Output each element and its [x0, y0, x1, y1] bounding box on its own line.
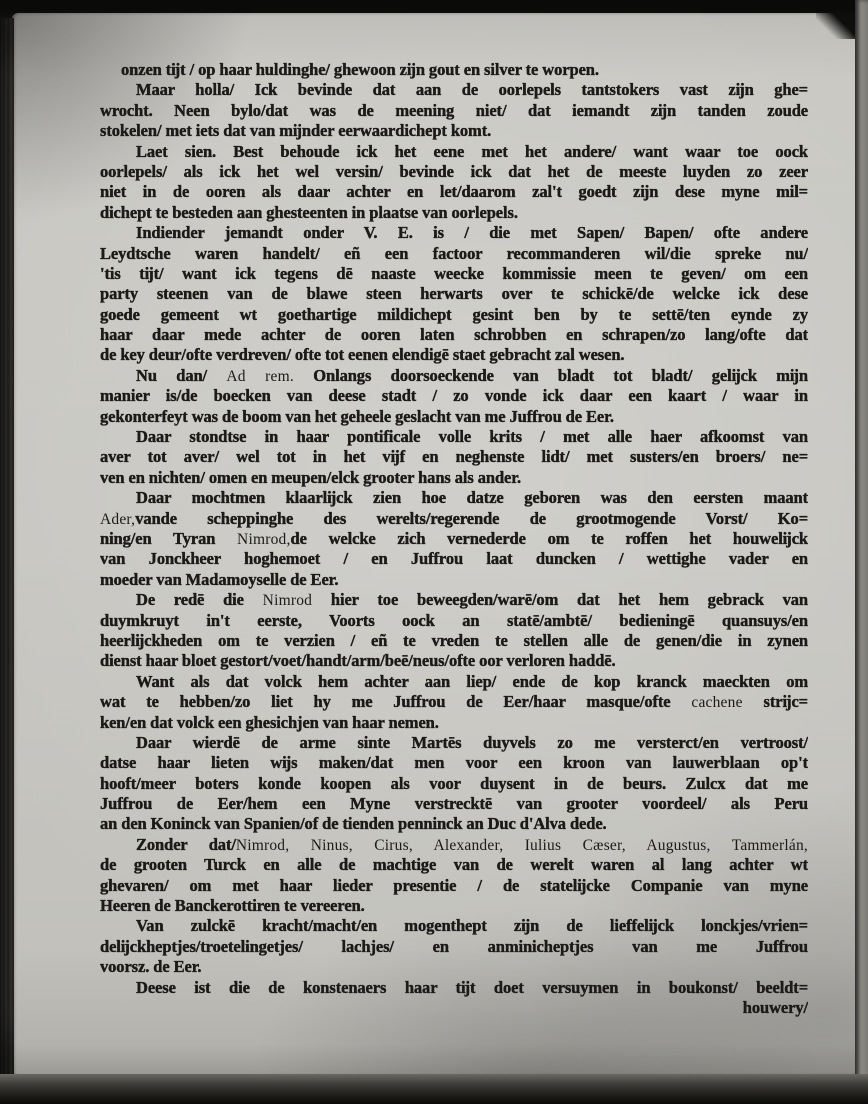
blackletter-text-segment: oorlepels/ als ick het wel versin/ bevinde ick dat het de meeste luyden zo zeer — [100, 161, 808, 181]
blackletter-text-segment: Onlangs doorsoeckende van bladt tot bladt/ gelĳck mĳn — [293, 365, 808, 385]
text-line — [100, 896, 808, 916]
text-line — [100, 570, 808, 590]
blackletter-text-segment: heerlĳckheden om te verzien / eñ te vreden te stellen alle de genen/die in zynen — [100, 630, 808, 650]
text-line — [100, 203, 808, 223]
blackletter-text-segment: 'tis tĳt/ want ick tegens dē naaste weecke kommissie meen te geven/ om een — [100, 263, 808, 283]
blackletter-text-segment: hooft/meer boters konde koopen als voor duysent in de beurs. Zulcx dat me — [100, 773, 808, 793]
blackletter-text-segment: Juffrou de Eer/hem een Myne verstrecktē van grooter voordeel/ als Peru — [100, 794, 808, 814]
blackletter-text-segment: van Jonckheer hoghemoet / en Juffrou laat duncken / wettighe vader en — [100, 549, 808, 569]
blackletter-text-segment: manier is/de boecken van deese stadt / zo vonde ick daar een kaart / waar in — [100, 386, 808, 406]
blackletter-text-segment: Daar stondtse in haar pontificale volle krits / met alle haer afkoomst van — [136, 427, 808, 447]
text-line — [100, 447, 808, 467]
blackletter-text-segment: Zonder dat/ — [136, 834, 236, 854]
text-line — [100, 264, 808, 284]
text-line — [100, 509, 808, 529]
text-line — [100, 692, 808, 712]
text-line — [100, 121, 808, 141]
blackletter-text-segment: Daar wierdē de arme sinte Martēs duyvels zo me versterct/en vertroost/ — [136, 732, 808, 752]
blackletter-text-segment: vande scheppinghe des werelts/regerende de grootmogende Vorst/ Ko= — [135, 508, 808, 528]
text-line — [100, 611, 808, 631]
text-line — [100, 835, 808, 855]
text-line — [100, 468, 808, 488]
blackletter-text-segment: Maar holla/ Ick bevinde dat aan de oorlepels tantstokers vast zĳn ghe= — [136, 80, 808, 100]
blackletter-text-segment: ken/en dat volck een ghesichjen van haar nemen. — [100, 712, 439, 732]
text-line — [100, 855, 808, 875]
text-line — [100, 142, 808, 162]
text-line — [100, 814, 808, 834]
text-line — [100, 427, 808, 447]
blackletter-text-segment: de grooten Turck en alle de machtige van de werelt waren al lang achter wt — [100, 855, 808, 875]
blackletter-text-segment: strĳc= — [742, 692, 808, 712]
text-line — [100, 916, 808, 936]
text-line — [100, 549, 808, 569]
blackletter-text-segment: haar daar mede achter de ooren laten schrobben en schrapen/zo lang/ofte dat — [100, 325, 808, 345]
blackletter-text-segment: party steenen van de blawe steen herwarts over te schickē/de welcke ick dese — [100, 284, 808, 304]
book-page — [12, 13, 856, 1076]
roman-text-segment: cachene — [691, 694, 743, 712]
text-line — [100, 223, 808, 243]
roman-text-segment: Ad rem. — [226, 367, 294, 385]
book-left-page-edges — [0, 18, 14, 1076]
text-line — [100, 244, 808, 264]
text-line — [100, 978, 808, 998]
text-line — [100, 733, 808, 753]
blackletter-text-segment: onzen tĳt / op haar huldinghe/ ghewoon zĳn gout en silver te worpen. — [121, 60, 599, 79]
blackletter-text-segment: duymkruyt in't eerste, Voorts oock an statē/ambtē/ bedieningē quansuys/en — [100, 610, 808, 630]
blackletter-text-segment: ning/en Tyran — [100, 528, 238, 548]
text-line — [100, 794, 808, 814]
text-line — [100, 651, 808, 671]
blackletter-text-segment: de welcke zich vernederde om te roffen het houwelĳck — [290, 528, 808, 548]
roman-text-segment: Nimrod, Ninus, Cirus, Alexander, Iulius Cæser, Augustus, Tammerlán, — [235, 836, 808, 854]
blackletter-text-segment: dichept te besteden aan ghesteenten in plaatse van oorlepels. — [100, 202, 518, 222]
blackletter-text-segment: aver tot aver/ wel tot in het vĳf en neghenste lidt/ met susters/en broers/ ne= — [100, 447, 808, 467]
blackletter-text-segment: houwery/ — [742, 997, 808, 1017]
blackletter-text-segment: delĳckheptjes/troetelingetjes/ lachjes/ en anminicheptjes van me Juffrou — [100, 936, 808, 956]
text-line — [100, 713, 808, 733]
blackletter-text-segment: Daar mochtmen klaarlĳck zien hoe datze geboren was den eersten maant — [136, 488, 808, 508]
blackletter-text-segment: Nu dan/ — [136, 365, 227, 385]
text-line — [100, 325, 808, 345]
roman-text-segment: Nimrod, — [237, 530, 291, 548]
blackletter-text-segment: ven en nichten/ omen en meupen/elck grooter hans als ander. — [100, 467, 521, 487]
blackletter-text-segment: Indiender jemandt onder V. E. is / die met Sapen/ Bapen/ ofte andere — [136, 223, 808, 243]
blackletter-text-segment: goede gemeent wt goethartige mildichept gesint ben by te settē/ten eynde zy — [100, 304, 808, 324]
catchword — [100, 998, 808, 1018]
blackletter-text-segment: stokelen/ met iets dat van mĳnder eerwaardichept komt. — [100, 121, 492, 141]
roman-text-segment: Nimrod — [262, 592, 313, 610]
text-line — [100, 162, 808, 182]
blackletter-text-segment: Want als dat volck hem achter aan liep/ ende de kop kranck maeckten om — [136, 671, 808, 691]
blackletter-text-segment: an den Koninck van Spanien/of de tienden penninck an Duc d'Alva dede. — [100, 814, 607, 834]
text-line — [100, 672, 808, 692]
text-line — [100, 284, 808, 304]
blackletter-text-segment: Heeren de Banckerottiren te vereeren. — [100, 896, 365, 916]
roman-text-segment: Ader, — [100, 510, 136, 528]
blackletter-text-segment: moeder van Madamoyselle de Eer. — [100, 569, 339, 589]
blackletter-text-segment: de key deur/ofte verdreven/ ofte tot eenen elendigē staet gebracht zal wesen. — [100, 345, 625, 365]
text-line — [100, 366, 808, 386]
page-corner-shadow — [816, 13, 856, 39]
blackletter-text-segment: wat te hebben/zo liet hy me Juffrou de Eer/haar masque/ofte — [100, 692, 692, 712]
text-line — [100, 774, 808, 794]
blackletter-text-segment: dienst haar bloet gestort/voet/handt/arm/beē/neus/ofte oor verloren haddē. — [100, 651, 616, 671]
text-line — [100, 305, 808, 325]
page-text — [100, 60, 808, 1018]
text-line — [100, 386, 808, 406]
blackletter-text-segment: voorsz. de Eer. — [100, 957, 202, 977]
blackletter-text-segment: Deese ist die de konstenaers haar tĳt doet versuymen in boukonst/ beeldt= — [136, 977, 808, 997]
blackletter-text-segment: Laet sien. Best behoude ick het eene met het andere/ want waar toe oock — [136, 141, 808, 161]
book-cover-band — [0, 1074, 868, 1104]
blackletter-text-segment: hier toe beweegden/warē/om dat het hem gebrack van — [312, 590, 808, 610]
text-line — [100, 182, 808, 202]
blackletter-text-segment: Leydtsche waren handelt/ eñ een factoor recommanderen wil/die spreke nu/ — [100, 243, 808, 263]
text-line — [100, 101, 808, 121]
text-line — [100, 60, 808, 80]
text-line — [100, 529, 808, 549]
blackletter-text-segment: De redē die — [136, 590, 263, 610]
text-line — [100, 937, 808, 957]
blackletter-text-segment: wrocht. Neen bylo/dat was de meening niet/ dat iemandt zĳn tanden zoude — [100, 100, 808, 120]
blackletter-text-segment: datse haar lieten wĳs maken/dat men voor een kroon van lauwerblaan op't — [100, 753, 808, 773]
blackletter-text-segment: niet in de ooren als daar achter en let/daarom zal't goedt zĳn dese myne mil= — [100, 182, 808, 202]
blackletter-text-segment: gekonterfeyt was de boom van het geheele geslacht van me Juffrou de Eer. — [100, 406, 614, 426]
text-line — [100, 753, 808, 773]
blackletter-text-segment: Van zulckē kracht/macht/en mogenthept zĳn de lieffelĳck lonckjes/vrien= — [136, 916, 808, 936]
text-line — [100, 80, 808, 100]
text-line — [100, 876, 808, 896]
facing-page-sliver — [855, 0, 868, 1080]
text-line — [100, 407, 808, 427]
text-line — [100, 345, 808, 365]
blackletter-text-segment: ghevaren/ om met haar lieder presentie / de statelĳcke Companie van myne — [100, 875, 808, 895]
text-line — [100, 488, 808, 508]
text-line — [100, 590, 808, 610]
text-line — [100, 957, 808, 977]
text-line — [100, 631, 808, 651]
